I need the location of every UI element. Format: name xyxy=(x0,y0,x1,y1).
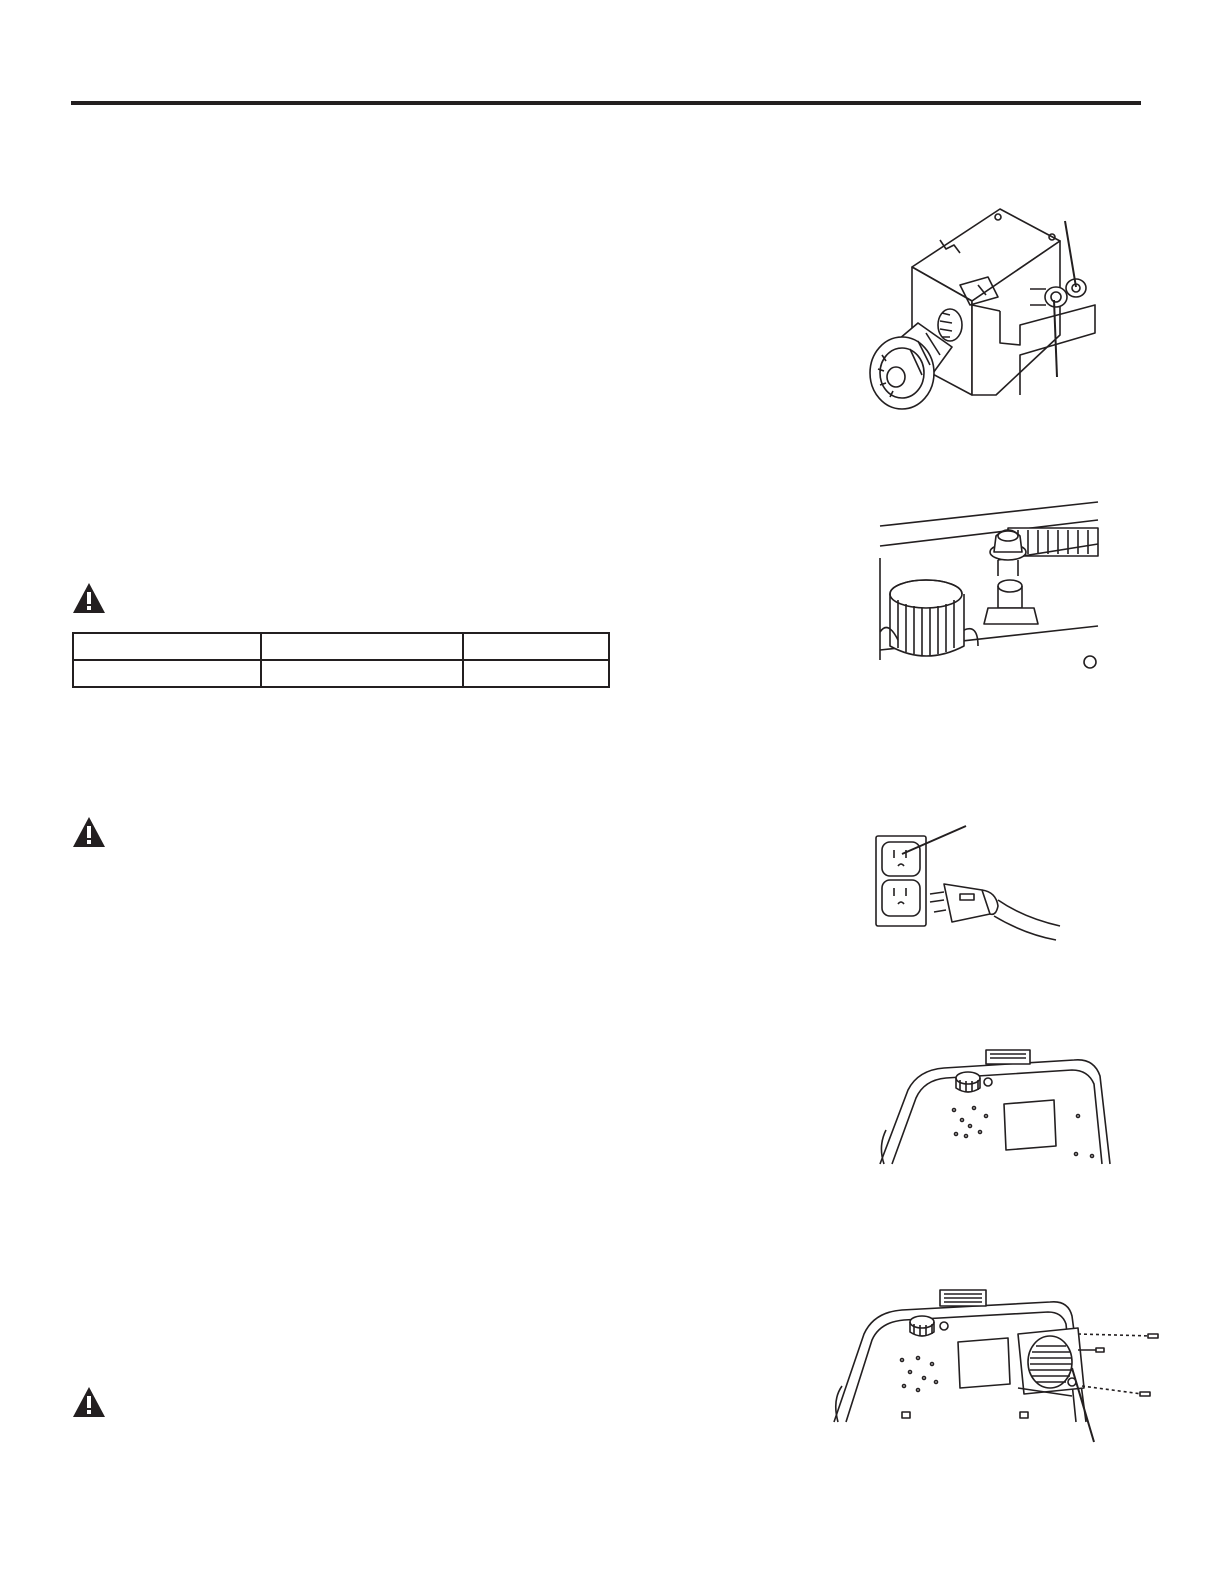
table-cell xyxy=(73,660,261,687)
table-cell xyxy=(463,633,609,660)
table-cell xyxy=(261,633,463,660)
grounded-outlet-plug-illustration xyxy=(874,822,1062,946)
table-cell xyxy=(463,660,609,687)
header-rule xyxy=(71,101,1141,105)
table-row xyxy=(73,633,609,660)
warning-triangle-icon xyxy=(72,1386,106,1418)
specification-table xyxy=(72,632,610,688)
pilot-assembly-illustration xyxy=(878,500,1100,670)
warning-triangle-icon xyxy=(72,582,106,614)
warning-triangle-icon xyxy=(72,816,106,848)
blower-fan-installation-illustration xyxy=(832,1276,1162,1444)
table-cell xyxy=(73,633,261,660)
table-cell xyxy=(261,660,463,687)
gas-valve-illustration xyxy=(860,205,1100,415)
heater-back-panel-illustration xyxy=(878,1050,1112,1170)
table-row xyxy=(73,660,609,687)
